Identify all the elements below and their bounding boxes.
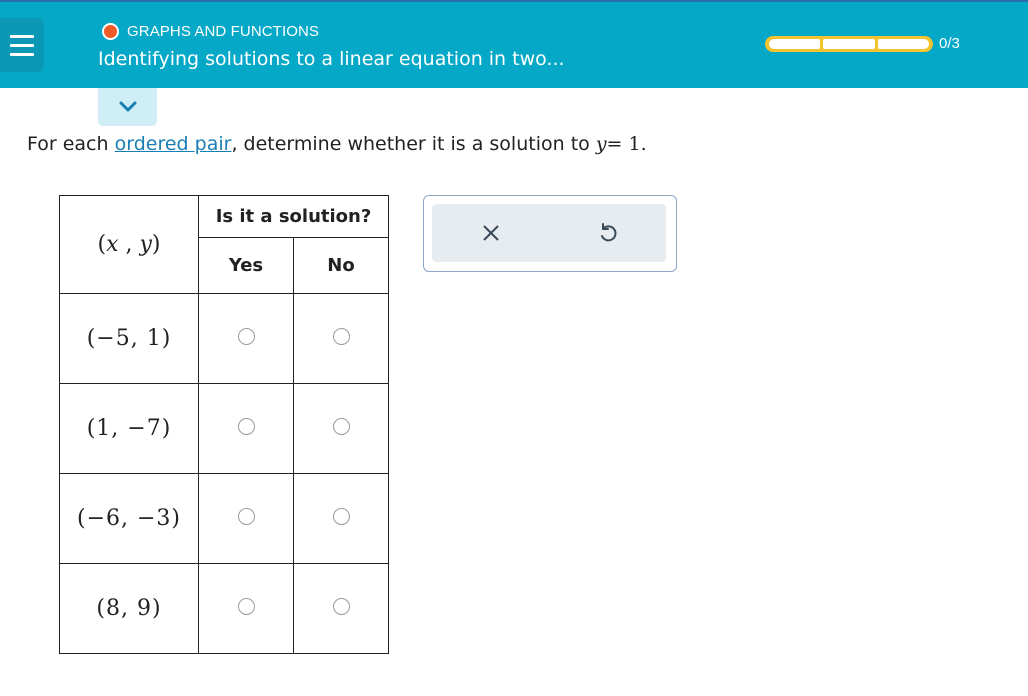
no-column-header: No — [294, 238, 389, 294]
table-row — [60, 564, 389, 654]
no-cell — [294, 384, 389, 474]
no-radio[interactable] — [333, 598, 350, 615]
menu-button[interactable] — [0, 18, 44, 72]
yes-cell — [199, 384, 294, 474]
menu-icon-line — [10, 44, 34, 47]
progress-segment — [878, 39, 929, 49]
collapse-toggle-button[interactable] — [98, 88, 157, 126]
yes-cell — [199, 474, 294, 564]
no-radio[interactable] — [333, 328, 350, 345]
top-bar — [0, 0, 1028, 88]
solution-table — [59, 195, 389, 654]
question-prefix: For each — [27, 133, 115, 155]
table-row — [60, 474, 389, 564]
progress-segment — [823, 39, 874, 49]
equation-variable: y — [595, 133, 607, 155]
topic-label: GRAPHS AND FUNCTIONS — [127, 23, 320, 40]
yes-cell — [199, 294, 294, 384]
undo-button[interactable] — [588, 213, 628, 253]
no-radio[interactable] — [333, 418, 350, 435]
no-cell — [294, 294, 389, 384]
toolbox-inner — [432, 204, 666, 262]
no-cell — [294, 564, 389, 654]
progress-segment — [769, 39, 820, 49]
yes-column-header: Yes — [199, 238, 294, 294]
topic-row — [102, 23, 319, 40]
pair-cell: (8, 9) — [60, 564, 199, 654]
pair-cell: (−5, 1) — [60, 294, 199, 384]
pair-paren-close: ) — [151, 232, 161, 257]
pair-column-header — [60, 196, 199, 294]
table-row — [60, 294, 389, 384]
no-radio[interactable] — [333, 508, 350, 525]
yes-radio[interactable] — [238, 418, 255, 435]
no-cell — [294, 474, 389, 564]
yes-radio[interactable] — [238, 328, 255, 345]
pair-y: y — [139, 232, 152, 257]
pair-cell: (−6, −3) — [60, 474, 199, 564]
topic-dot-icon — [102, 23, 119, 40]
progress-bar — [765, 36, 933, 52]
ordered-pair-link[interactable]: ordered pair — [114, 133, 232, 155]
question-prompt — [27, 133, 647, 155]
undo-icon — [597, 222, 619, 244]
question-middle: , determine whether it is a solution to — [231, 133, 596, 155]
pair-paren-open: ( — [97, 232, 107, 257]
pair-cell: (1, −7) — [60, 384, 199, 474]
yes-cell — [199, 564, 294, 654]
menu-icon-line — [10, 35, 34, 38]
solution-column-header: Is it a solution? — [199, 196, 389, 238]
menu-icon-line — [10, 53, 34, 56]
equation-rest: = 1. — [606, 133, 647, 155]
progress-count: 0/3 — [939, 35, 960, 52]
clear-button[interactable] — [471, 213, 511, 253]
close-icon — [481, 223, 501, 243]
lesson-title[interactable]: Identifying solutions to a linear equation in two... — [98, 48, 565, 70]
yes-radio[interactable] — [238, 598, 255, 615]
equation — [596, 133, 647, 155]
chevron-down-icon — [118, 100, 138, 114]
table-row — [60, 384, 389, 474]
yes-radio[interactable] — [238, 508, 255, 525]
answer-toolbox — [423, 195, 677, 272]
pair-x: x — [106, 232, 119, 257]
pair-separator: , — [118, 232, 140, 257]
